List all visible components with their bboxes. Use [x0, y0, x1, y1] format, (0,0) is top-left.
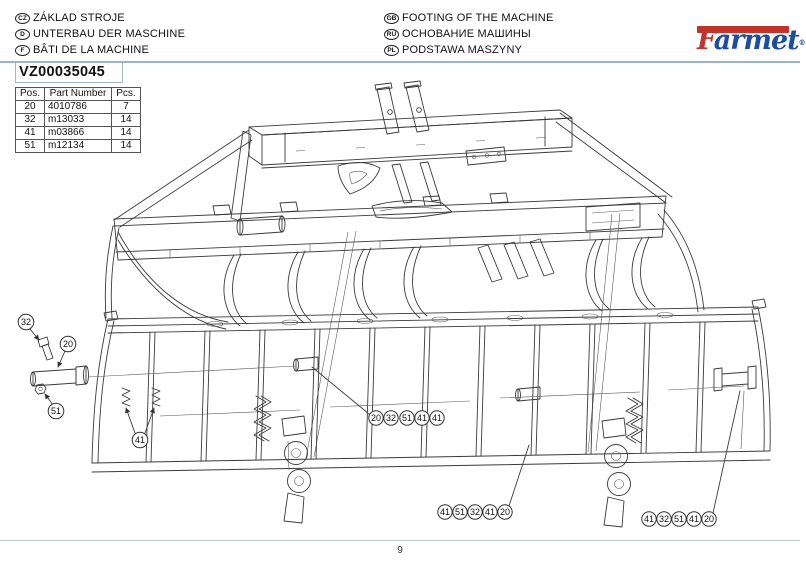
- lang-code-badge: D: [15, 29, 30, 40]
- cell-pcs: 14: [112, 140, 141, 153]
- svg-text:51: 51: [401, 413, 413, 423]
- page-title-fr: BÂTI DE LA MACHINE: [33, 44, 150, 56]
- svg-text:41: 41: [416, 413, 428, 423]
- page-title-pl: PODSTAWA MASZYNY: [402, 44, 523, 56]
- page-number: 9: [397, 545, 403, 556]
- svg-text:20: 20: [703, 514, 715, 524]
- svg-text:51: 51: [454, 507, 466, 517]
- parts-table: [15, 87, 141, 153]
- svg-text:41: 41: [431, 413, 443, 423]
- page-title-ru: ОСНОВАНИЕ МАШИНЫ: [402, 28, 531, 40]
- svg-text:32: 32: [469, 507, 481, 517]
- callout-balloon-32: [18, 314, 34, 330]
- lang-code-badge: RU: [384, 29, 399, 40]
- cell-pcs: 14: [112, 127, 141, 140]
- callout-balloon-20: [60, 336, 76, 352]
- callout-chain-bottom-left: [438, 505, 512, 519]
- svg-text:41: 41: [688, 514, 700, 524]
- callout-balloon-41: [132, 432, 148, 448]
- table-header-row: [16, 88, 141, 101]
- table-row: [16, 127, 141, 140]
- svg-text:32: 32: [658, 514, 670, 524]
- cell-pcs: 7: [112, 101, 141, 114]
- side-frames: [114, 113, 672, 227]
- col-header-pos: Pos.: [16, 88, 45, 101]
- page-title-de: UNTERBAU DER MASCHINE: [33, 28, 186, 40]
- svg-text:20: 20: [499, 507, 511, 517]
- svg-text:41: 41: [484, 507, 496, 517]
- cell-pos: 32: [16, 114, 45, 127]
- cell-part: m13033: [45, 114, 112, 127]
- lang-code-badge: GB: [384, 13, 399, 24]
- cell-pos: 20: [16, 101, 45, 114]
- cell-pos: 51: [16, 140, 45, 153]
- col-header-part: Part Number: [45, 88, 112, 101]
- svg-text:32: 32: [20, 317, 32, 327]
- hitch-mast: [338, 81, 506, 218]
- top-beam: [249, 110, 572, 168]
- svg-text:51: 51: [50, 406, 62, 416]
- svg-text:20: 20: [62, 339, 74, 349]
- cell-part: 4010786: [45, 101, 112, 114]
- leveling-bar: [92, 299, 770, 472]
- logo-letters-rest: armet: [713, 25, 799, 56]
- callout-chain-bottom-right: [642, 512, 716, 526]
- cell-pos: 41: [16, 127, 45, 140]
- registered-mark: ®: [798, 38, 806, 47]
- lang-code-badge: PL: [384, 45, 399, 56]
- svg-text:20: 20: [370, 413, 382, 423]
- svg-text:41: 41: [134, 435, 146, 445]
- table-row: [16, 140, 141, 153]
- callout-balloon-51: [48, 403, 64, 419]
- col-header-pcs: Pcs.: [112, 88, 141, 101]
- svg-text:41: 41: [439, 507, 451, 517]
- cell-pcs: 14: [112, 114, 141, 127]
- mid-beam: [114, 193, 666, 260]
- cell-part: m12134: [45, 140, 112, 153]
- lang-code-badge: F: [15, 45, 30, 56]
- drawing-code: VZ00035045: [15, 62, 123, 83]
- logo-letter-f: F: [697, 25, 714, 56]
- lang-code-badge: CZ: [15, 13, 30, 24]
- cell-part: m03866: [45, 127, 112, 140]
- callout-chain-mid: [369, 411, 444, 425]
- svg-text:51: 51: [673, 514, 685, 524]
- page-title-gb: FOOTING OF THE MACHINE: [402, 12, 554, 24]
- svg-text:41: 41: [643, 514, 655, 524]
- page-title-cz: ZÁKLAD STROJE: [33, 12, 125, 24]
- svg-text:32: 32: [385, 413, 397, 423]
- table-row: [16, 101, 141, 114]
- table-row: [16, 114, 141, 127]
